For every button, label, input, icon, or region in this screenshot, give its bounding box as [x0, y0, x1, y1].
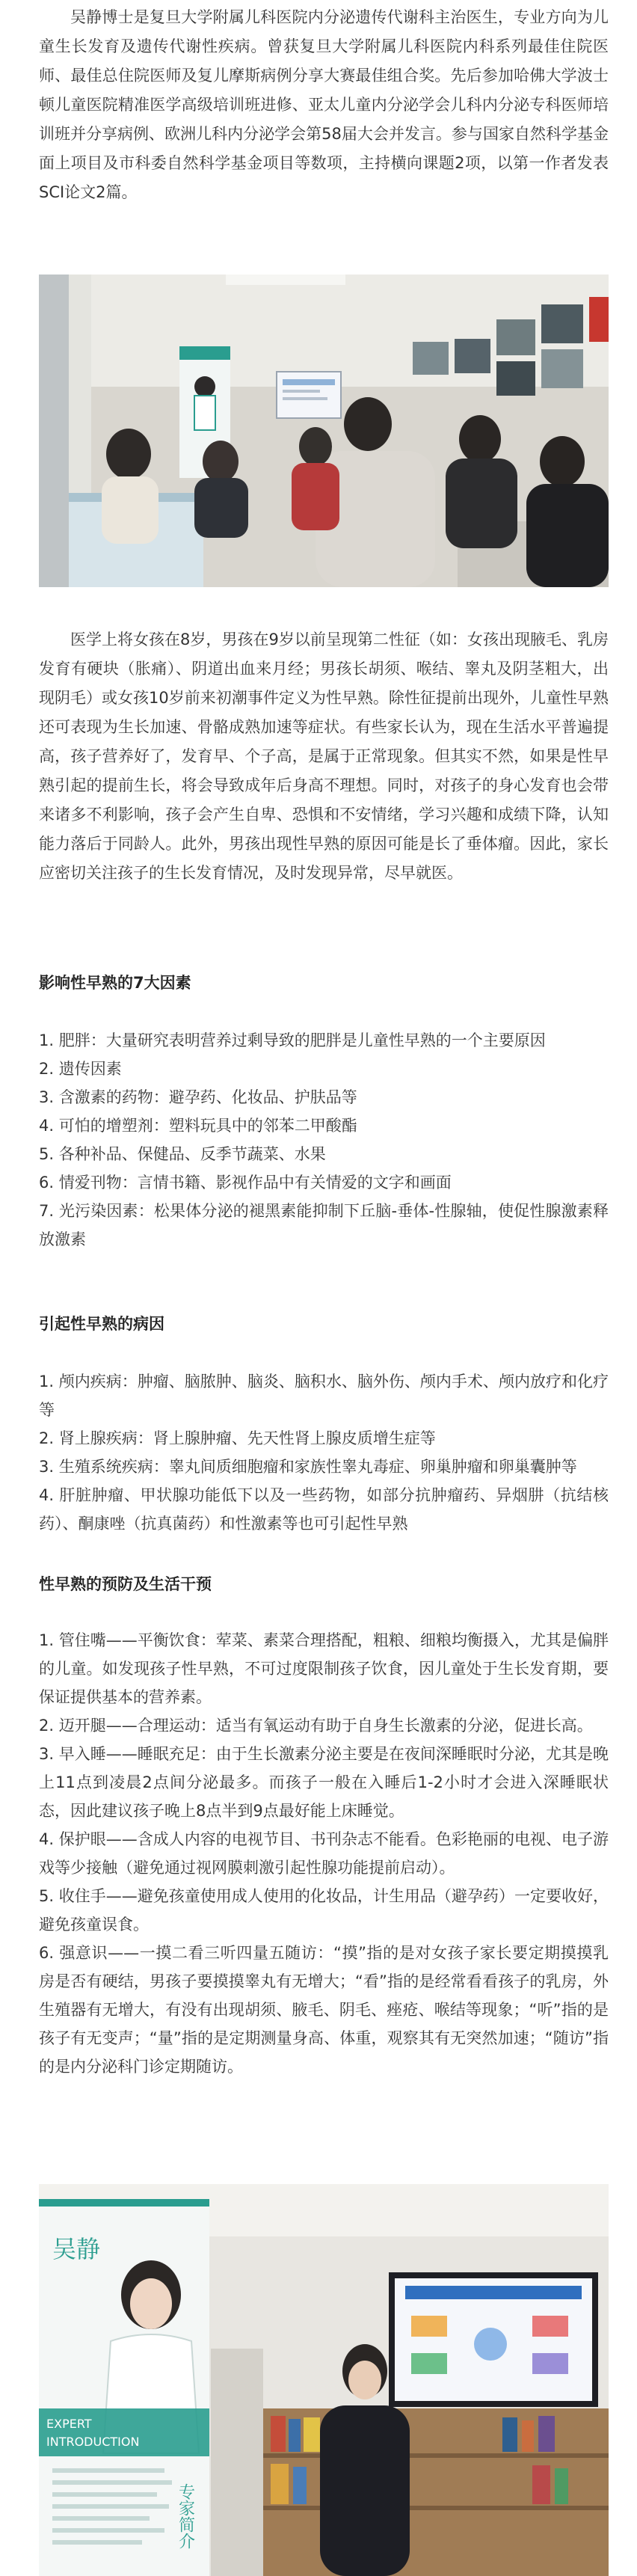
definition-paragraph: 医学上将女孩在8岁，男孩在9岁以前呈现第二性征（如：女孩出现腋毛、乳房发育有硬块（胀痛）、阴道出血来月经；男孩长胡须、喉结、睾丸及阴茎粗大，出现阴毛）或女孩10岁前来初潮事件定义为性早熟。除性征提前出现外，儿童性早熟还可表现为生长加速、骨骼成熟加速等症状。有些家长认为，现在生活水平普遍提高，孩子营养好了，发育早、个子高，是属于正常现象。但其实不然，如果是性早熟引起的提前生长，将会导致成年后身高不理想。同时，对孩子的身心发育也会带来诸多不利影响，孩子会产生自卑、恐惧和不安情绪，学习兴趣和成绩下降，认知能力落后于同龄人。此外，男孩出现性早熟的原因可能是长了垂体瘤。因此，家长应密切关注孩子的生长发育情况，及时发现异常，尽早就医。 — [39, 631, 609, 882]
list-item: 3. 含激素的药物：避孕药、化妆品、护肤品等 — [39, 1088, 357, 1106]
definition-section — [39, 625, 609, 888]
factors-list — [39, 1026, 609, 1254]
intro-paragraph: 吴静博士是复旦大学附属儿科医院内分泌遗传代谢科主治医生，专业方向为儿童生长发育及遗传代谢性疾病。曾获复旦大学附属儿科医院内科系列最佳住院医师、最佳总住院医师及复儿摩斯病例分享大赛最佳组合奖。先后参加哈佛大学波士顿儿童医院精准医学高级培训班进修、亚太儿童内分泌学会儿科内分泌专科医师培训班并分享病例、欧洲儿科内分泌学会第58届大会并发言。参与国家自然科学基金面上项目及市科委自然科学基金项目等数项，主持横向课题2项，以第一作者发表SCI论文2篇。 — [39, 8, 609, 201]
banner-side-title: 专家简介 — [176, 2483, 195, 2549]
list-item: 5. 收住手——避免孩童使用成人使用的化妆品，计生用品（避孕药）一定要收好，避免孩童误食。 — [39, 1887, 609, 1933]
list-item: 2. 遗传因素 — [39, 1060, 122, 1078]
expert-photo — [39, 2184, 609, 2576]
list-item: 6. 情爱刊物：言情书籍、影视作品中有关情爱的文字和画面 — [39, 1174, 452, 1192]
prevention-section — [39, 1571, 609, 2081]
causes-title: 引起性早熟的病因 — [39, 1315, 164, 1333]
list-item: 4. 可怕的增塑剂：塑料玩具中的邻苯二甲酸酯 — [39, 1117, 357, 1135]
list-item: 4. 肝脏肿瘤、甲状腺功能低下以及一些药物，如部分抗肿瘤药、异烟肼（抗结核药）、酮康唑（抗真菌药）和性激素等也可引起性早熟 — [39, 1486, 609, 1533]
prevention-title: 性早熟的预防及生活干预 — [39, 1575, 212, 1593]
list-item: 3. 早入睡——睡眠充足：由于生长激素分泌主要是在夜间深睡眠时分泌，尤其是晚上11点到凌晨2点间分泌最多。而孩子一般在入睡后1-2小时才会进入深睡眠状态，因此建议孩子晚上8点半到9点最好能上床睡觉。 — [39, 1745, 609, 1820]
causes-section — [39, 1310, 609, 1538]
banner-en-line2: INTRODUCTION — [46, 2435, 140, 2449]
list-item: 1. 颅内疾病：肿瘤、脑脓肿、脑炎、脑积水、脑外伤、颅内手术、颅内放疗和化疗等 — [39, 1373, 609, 1419]
prevention-list — [39, 1626, 609, 2081]
list-item: 3. 生殖系统疾病：睾丸间质细胞瘤和家族性睾丸毒症、卵巢肿瘤和卵巢囊肿等 — [39, 1458, 577, 1476]
list-item: 1. 肥胖：大量研究表明营养过剩导致的肥胖是儿童性早熟的一个主要原因 — [39, 1031, 546, 1049]
list-item: 5. 各种补品、保健品、反季节蔬菜、水果 — [39, 1145, 326, 1163]
factors-title: 影响性早熟的7大因素 — [39, 974, 191, 992]
factors-section — [39, 969, 609, 1254]
list-item: 7. 光污染因素：松果体分泌的褪黑素能抑制下丘脑-垂体-性腺轴，使促性腺激素释放激素 — [39, 1202, 609, 1248]
list-item: 4. 保护眼——含成人内容的电视节目、书刊杂志不能看。色彩艳丽的电视、电子游戏等少接触（避免通过视网膜刺激引起性腺功能提前启动）。 — [39, 1830, 609, 1877]
list-item: 2. 迈开腿——合理运动：适当有氧运动有助于自身生长激素的分泌，促进长高。 — [39, 1717, 593, 1735]
list-item: 6. 强意识——一摸二看三听四量五随访：“摸”指的是对女孩子家长要定期摸摸乳房是否有硬结，男孩子要摸摸睾丸有无增大；“看”指的是经常看看孩子的乳房，外生殖器有无增大，有没有出现胡须、腋毛、阴毛、痤疮、喉结等现象；“听”指的是孩子有无变声；“量”指的是定期测量身高、体重，观察其有无突然加速；“随访”指的是内分泌科门诊定期随访。 — [39, 1944, 609, 2076]
banner-en-line1: EXPERT — [46, 2417, 92, 2431]
list-item: 2. 肾上腺疾病：肾上腺肿瘤、先天性肾上腺皮质增生症等 — [39, 1429, 436, 1447]
banner-name: 吴静 — [52, 2235, 101, 2263]
intro-section — [39, 3, 609, 207]
causes-list — [39, 1367, 609, 1538]
lecture-photo — [39, 275, 609, 587]
list-item: 1. 管住嘴——平衡饮食：荤菜、素菜合理搭配，粗粮、细粮均衡摄入，尤其是偏胖的儿童。如发现孩子性早熟，不可过度限制孩子饮食，因儿童处于生长发育期，要保证提供基本的营养素。 — [39, 1631, 609, 1706]
